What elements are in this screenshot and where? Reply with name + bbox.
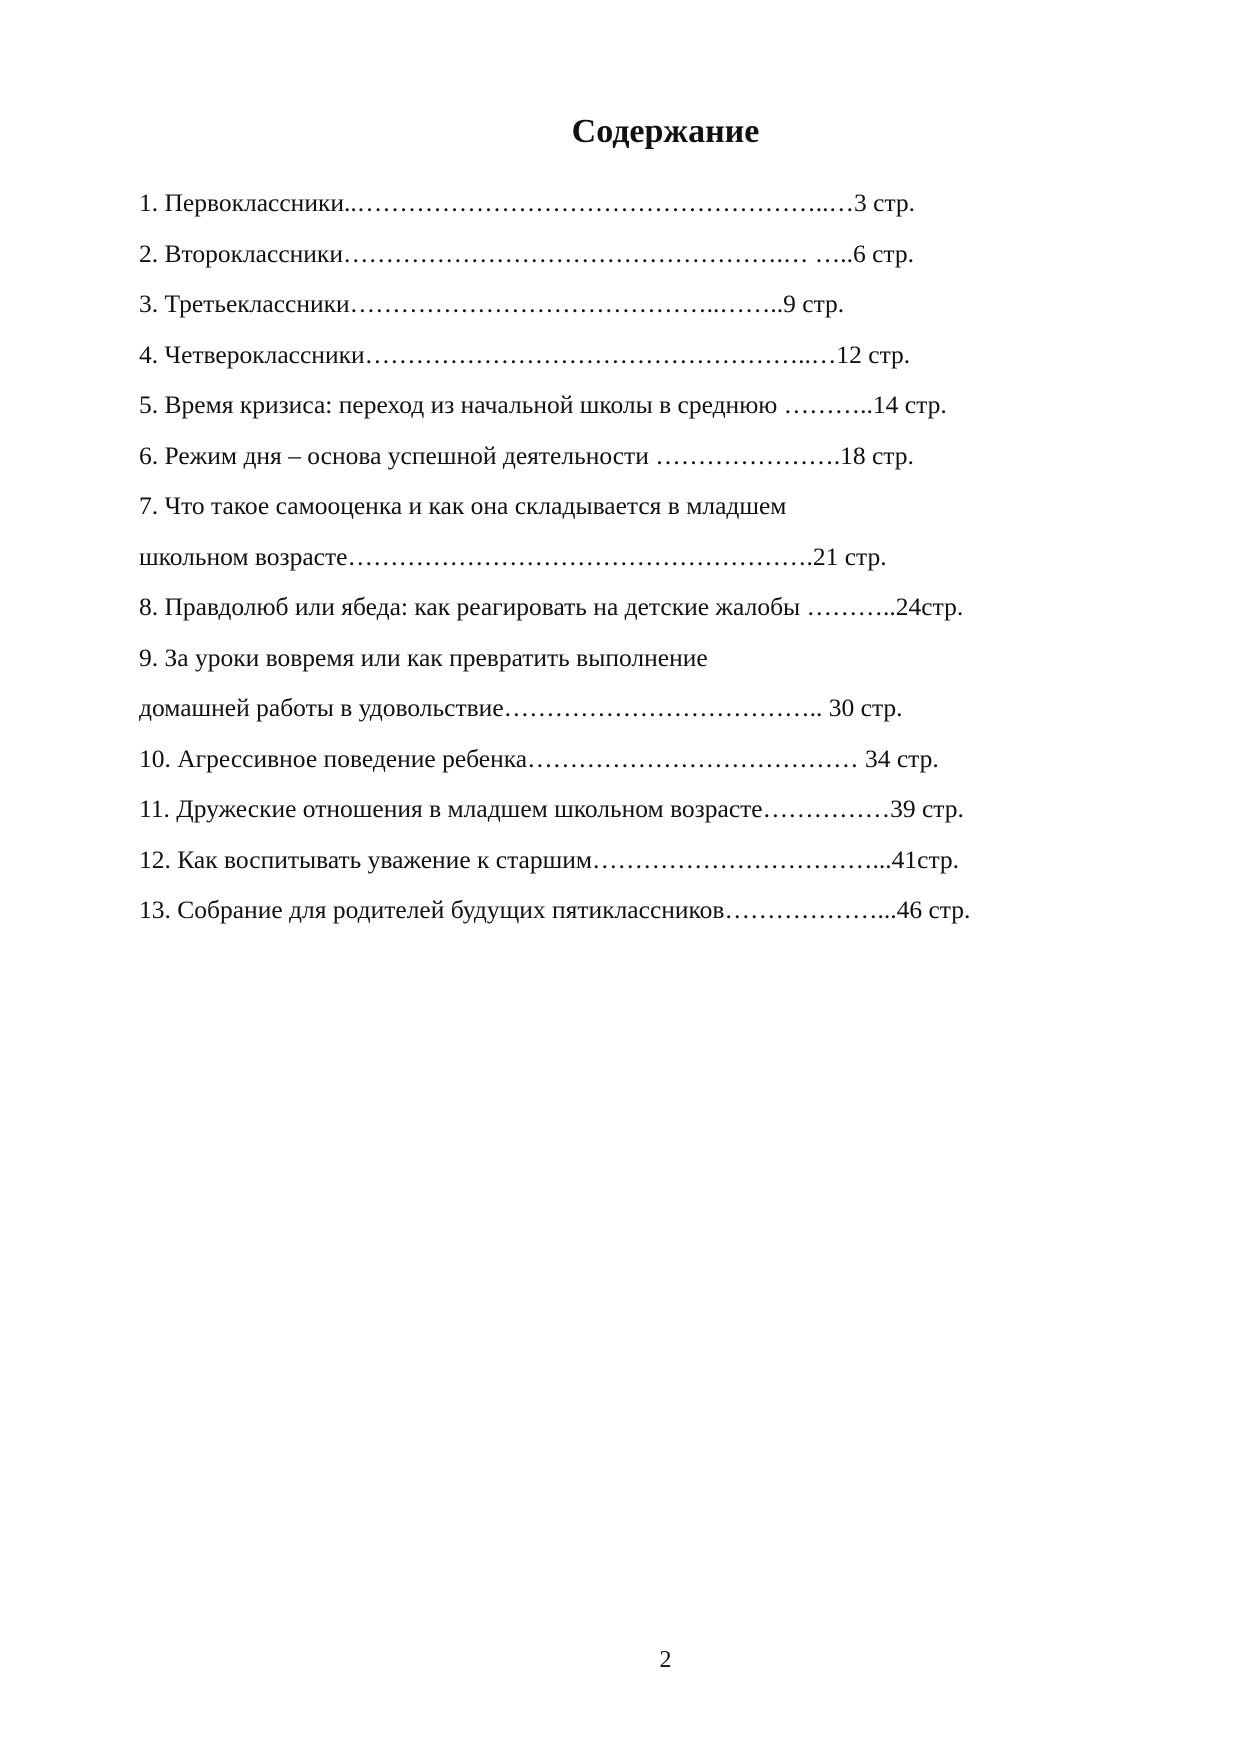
page-title: Содержание (571, 113, 760, 150)
toc-line: 7. Что такое самооценка и как она складывается в младшем (139, 491, 787, 520)
toc-line: 5. Время кризиса: переход из начальной школы в среднюю ………..14 стр. (139, 390, 947, 419)
toc-line: 10. Агрессивное поведение ребенка………………………………… 34 стр. (139, 743, 939, 773)
toc-line: 3. Третьеклассники……………………………………..……..9 стр. (139, 289, 845, 318)
toc-line: 13. Собрание для родителей будущих пятиклассников………………...46 стр. (139, 895, 971, 924)
toc-line: домашней работы в удовольствие……………………………….. 30 стр. (139, 693, 903, 722)
toc-line: 6. Режим дня – основа успешной деятельности ………………….18 стр. (139, 440, 914, 470)
toc-line: 11. Дружеские отношения в младшем школьном возрасте……………39 стр. (139, 794, 964, 823)
toc-line: 12. Как воспитывать уважение к старшим……………………………...41стр. (139, 844, 960, 874)
page-number: 2 (659, 1647, 672, 1673)
toc-line: 8. Правдолюб или ябеда: как реагировать на детские жалобы ………..24стр. (139, 592, 964, 621)
toc-line: школьном возрасте……………………………………………….21 стр. (139, 541, 887, 571)
toc-line: 9. За уроки вовремя или как превратить выполнение (139, 642, 708, 672)
table-of-contents (139, 178, 1099, 936)
toc-line: 4. Четвероклассники……………………………………………..…12 стр. (139, 339, 911, 369)
toc-line: 2. Второклассники…………………………………………….… …..6 стр. (139, 238, 914, 268)
toc-line: 1. Первоклассники..………………………………………………..…3 стр. (139, 188, 916, 217)
